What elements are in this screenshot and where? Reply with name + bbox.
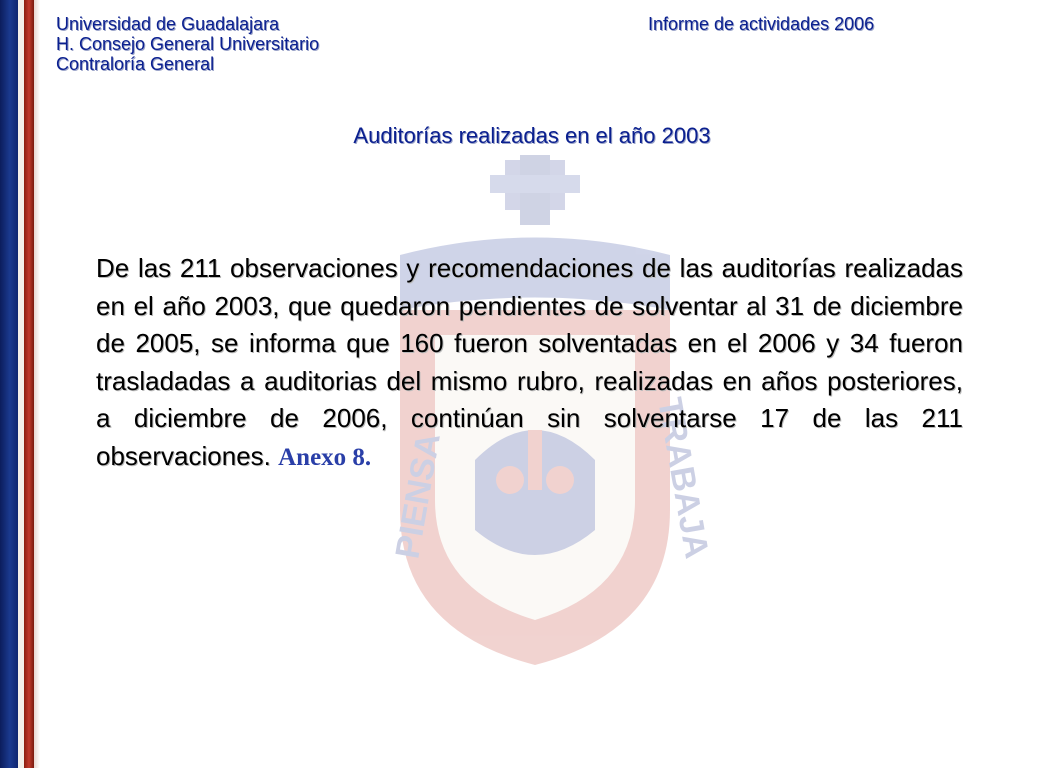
watermark-motto-right: TRABAJA	[650, 394, 716, 562]
left-decorative-border	[0, 0, 40, 768]
header-report-title: Informe de actividades 2006	[648, 14, 875, 34]
border-red-stripe	[24, 0, 34, 768]
header-university: Universidad de Guadalajara	[56, 14, 280, 34]
border-navy-stripe	[0, 0, 18, 768]
body-paragraph	[96, 250, 963, 476]
watermark-motto-left: PIENSA	[388, 430, 448, 562]
body-paragraph-text: De las 211 observaciones y recomendaciones de las auditorías realizadas en el año 2003, que quedaron pendientes de solventar al 31 de diciembre de 2005, se informa que 160 fueron solventadas en el 2006 y 34 fueron trasladadas a auditorias del mismo rubro, realizadas en años posteriores, a diciembre de 2006, continúan sin solventarse 17 de las 211 observaciones.	[96, 253, 963, 471]
header-council: H. Consejo General Universitario	[56, 34, 320, 54]
header-comptroller: Contraloría General	[56, 54, 215, 74]
annex-reference: Anexo 8.	[278, 443, 372, 471]
slide-title: Auditorías realizadas en el año 2003	[353, 123, 711, 148]
border-fade	[34, 0, 40, 768]
